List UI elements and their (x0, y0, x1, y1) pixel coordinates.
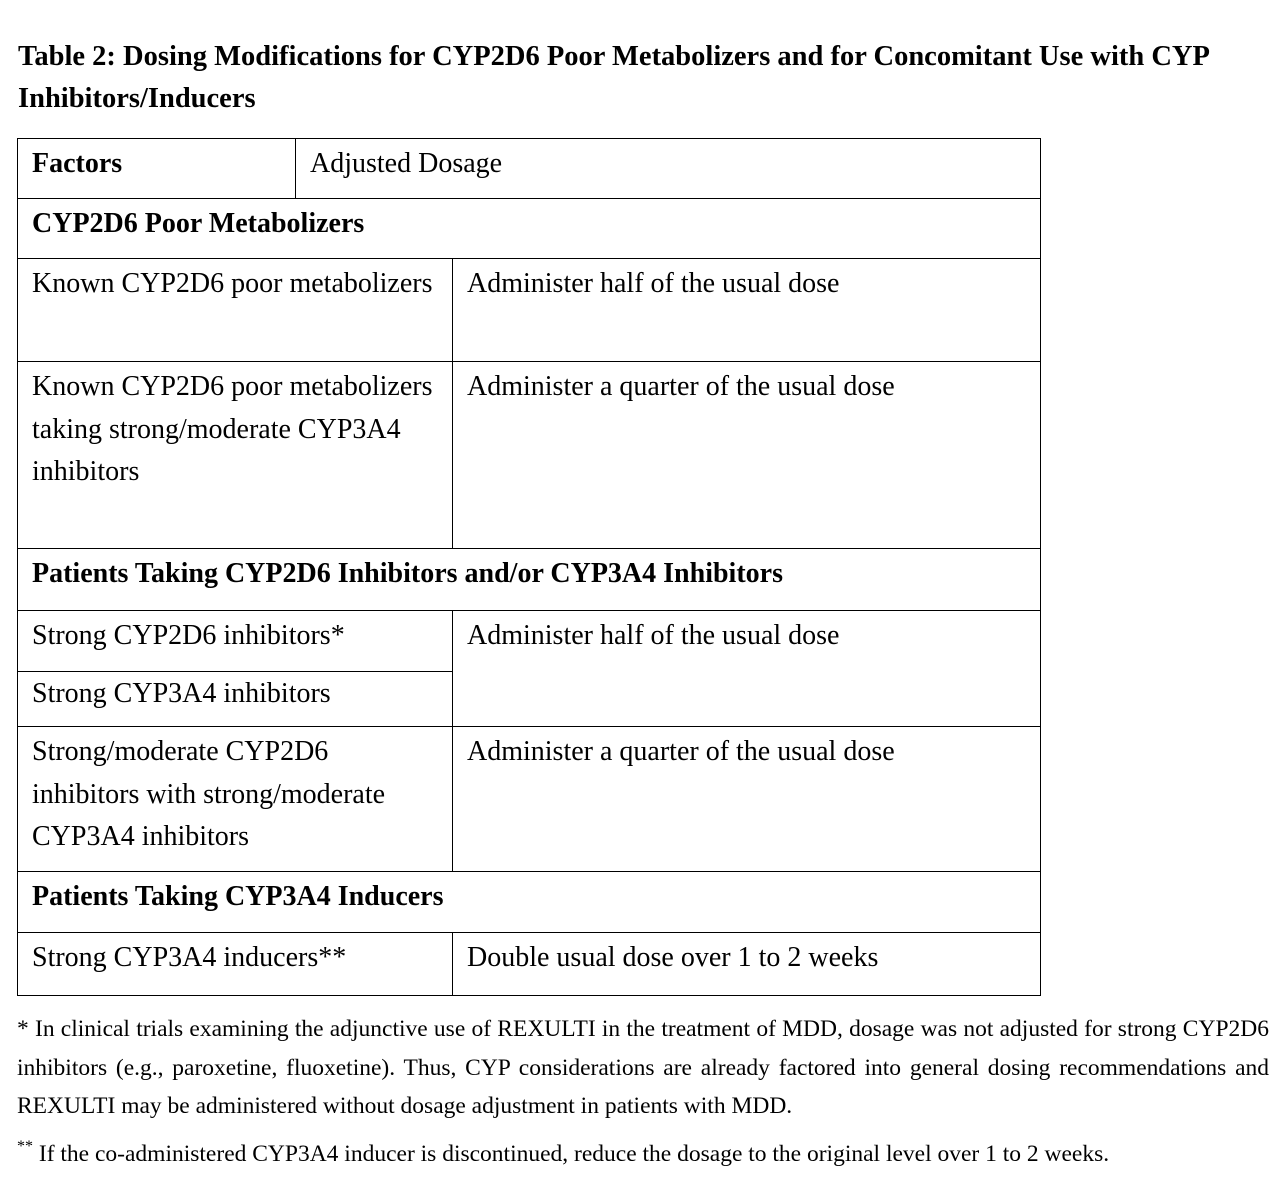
footnote-2 (17, 1135, 1269, 1174)
table-title: Table 2: Dosing Modifications for CYP2D6 Poor Metabolizers and for Concomitant Use with CYP Inhibitors/Inducers (18, 41, 1209, 114)
footnotes (17, 1010, 1269, 1173)
dosage-cell: Administer half of the usual dose (453, 259, 1041, 362)
section-heading-inhibitors: Patients Taking CYP2D6 Inhibitors and/or CYP3A4 Inhibitors (18, 549, 1041, 611)
factor-cell: Known CYP2D6 poor metabolizers (18, 259, 453, 362)
table-header-row (18, 139, 1041, 199)
dosage-cell: Administer half of the usual dose (453, 611, 1041, 727)
section-heading-poor-metabolizers: CYP2D6 Poor Metabolizers (18, 199, 1041, 259)
footnote-mark: * (17, 1016, 29, 1042)
footnote-text: In clinical trials examining the adjunctive use of REXULTI in the treatment of MDD, dosage was not adjusted for strong CYP2D6 inhibitors (e.g., paroxetine, fluoxetine). Thus, CYP considerations are already factored into general dosing recommendations and REXULTI may be administered without dosage adjustment in patients with MDD. (17, 1016, 1269, 1119)
section-heading-row (18, 199, 1041, 259)
factor-cell: Strong CYP2D6 inhibitors* (18, 611, 453, 672)
section-heading-inducers: Patients Taking CYP3A4 Inducers (18, 872, 1041, 933)
dosage-cell: Double usual dose over 1 to 2 weeks (453, 933, 1041, 996)
table-row (18, 611, 1041, 672)
section-heading-row (18, 549, 1041, 611)
header-adjusted-dosage: Adjusted Dosage (296, 139, 1041, 199)
dosage-cell: Administer a quarter of the usual dose (453, 727, 1041, 872)
table-row (18, 933, 1041, 996)
footnote-text: If the co-administered CYP3A4 inducer is discontinued, reduce the dosage to the original level over 1 to 2 weeks. (33, 1140, 1110, 1167)
footnote-1 (17, 1010, 1269, 1126)
table-row (18, 362, 1041, 549)
header-factors: Factors (18, 139, 296, 199)
factor-cell: Strong CYP3A4 inhibitors (18, 672, 453, 727)
factor-cell: Strong/moderate CYP2D6 inhibitors with strong/moderate CYP3A4 inhibitors (18, 727, 453, 872)
table-row (18, 259, 1041, 362)
dosing-table (17, 138, 1041, 996)
factor-cell: Strong CYP3A4 inducers** (18, 933, 453, 996)
table-row (18, 727, 1041, 872)
section-heading-row (18, 872, 1041, 933)
factor-cell: Known CYP2D6 poor metabolizers taking strong/moderate CYP3A4 inhibitors (18, 362, 453, 549)
footnote-mark: ** (17, 1137, 33, 1155)
dosage-cell: Administer a quarter of the usual dose (453, 362, 1041, 549)
